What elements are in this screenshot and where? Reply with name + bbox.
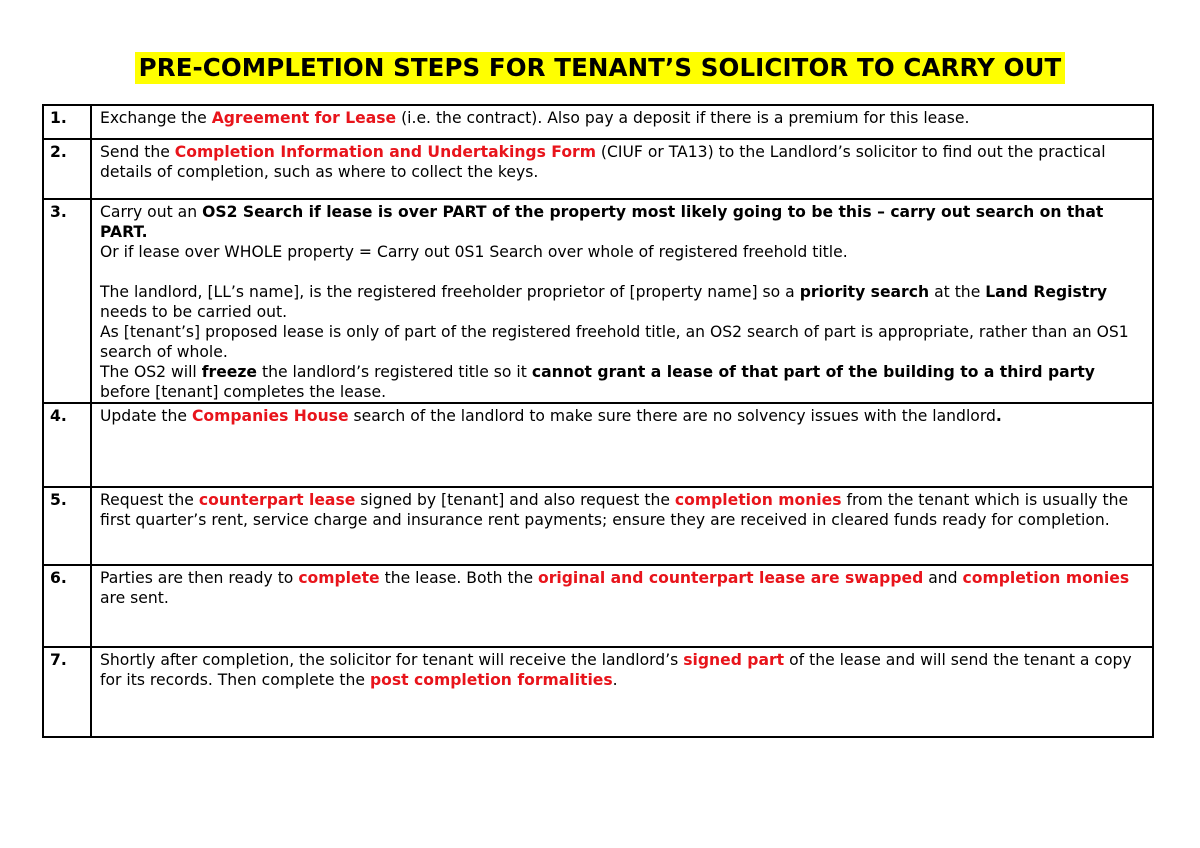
table-row (43, 403, 1153, 487)
table-row (43, 199, 1153, 403)
paragraph (100, 362, 1146, 402)
table-row (43, 105, 1153, 139)
step-number: 2. (43, 139, 91, 199)
emphasis-red-text: Agreement for Lease (211, 109, 397, 127)
text-run: As [tenant’s] proposed lease is only of part of the registered freehold title, an OS2 search of part is appropriate, rather than an OS1 search of whole. (100, 323, 1129, 361)
text-run: at the (929, 283, 986, 301)
text-run: Request the (100, 491, 199, 509)
paragraph (100, 242, 1146, 262)
step-number: 3. (43, 199, 91, 403)
emphasis-red-text: completion monies (674, 491, 842, 509)
bold-text: priority search (799, 283, 930, 301)
paragraph (100, 282, 1146, 322)
text-run: . (612, 671, 618, 689)
emphasis-red-text: counterpart lease (198, 491, 356, 509)
step-text (91, 565, 1153, 647)
step-text (91, 647, 1153, 737)
emphasis-red-text: complete (298, 569, 380, 587)
step-text (91, 105, 1153, 139)
bold-text: OS2 Search if lease is over PART of the property most likely going to be this – carry out search on that PART. (100, 203, 1104, 241)
text-run: Carry out an (100, 203, 203, 221)
text-run: the landlord’s registered title so it (257, 363, 532, 381)
text-run: Update the (100, 407, 192, 425)
emphasis-red-text: completion monies (962, 569, 1130, 587)
text-run: (i.e. the contract). Also pay a deposit if there is a premium for this lease. (396, 109, 970, 127)
steps-table (42, 104, 1154, 738)
step-text (91, 139, 1153, 199)
emphasis-red-text: Completion Information and Undertakings Form (174, 143, 596, 161)
paragraph (100, 322, 1146, 362)
text-run: are sent. (100, 589, 169, 607)
table-row (43, 565, 1153, 647)
bold-text: cannot grant a lease of that part of the building to a third party (531, 363, 1095, 381)
text-run: The OS2 will (100, 363, 202, 381)
title-container (0, 52, 1200, 84)
text-run: search of the landlord to make sure there are no solvency issues with the landlord (348, 407, 996, 425)
emphasis-red-text: signed part (683, 651, 785, 669)
table-row (43, 647, 1153, 737)
table-row (43, 139, 1153, 199)
step-number: 4. (43, 403, 91, 487)
emphasis-red-text: post completion formalities (369, 671, 613, 689)
step-text (91, 487, 1153, 565)
paragraph-gap (100, 262, 1146, 282)
bold-text: . (995, 407, 1002, 425)
text-run: Shortly after completion, the solicitor for tenant will receive the landlord’s (100, 651, 684, 669)
text-run: of the lease and will send the tenant a copy for its records. Then complete the (100, 651, 1132, 689)
text-run: The landlord, [LL’s name], is the registered freeholder proprietor of [property name] so a (100, 283, 800, 301)
bold-text: freeze (201, 363, 257, 381)
step-text (91, 199, 1153, 403)
text-run: Parties are then ready to (100, 569, 299, 587)
text-run: the lease. Both the (379, 569, 538, 587)
text-run: (CIUF or TA13) to the Landlord’s solicitor to find out the practical details of completion, such as where to collect the keys. (100, 143, 1106, 181)
text-run: Exchange the (100, 109, 212, 127)
text-run: and (923, 569, 963, 587)
step-text (91, 403, 1153, 487)
text-run: Send the (100, 143, 175, 161)
bold-text: Land Registry (985, 283, 1108, 301)
text-run: signed by [tenant] and also request the (355, 491, 675, 509)
step-number: 1. (43, 105, 91, 139)
text-run: before [tenant] completes the lease. (100, 383, 387, 401)
emphasis-red-text: original and counterpart lease are swapped (538, 569, 924, 587)
step-number: 5. (43, 487, 91, 565)
emphasis-red-text: Companies House (191, 407, 349, 425)
paragraph (100, 202, 1146, 242)
step-number: 7. (43, 647, 91, 737)
text-run: from the tenant which is usually the first quarter’s rent, service charge and insurance rent payments; ensure they are received in cleared funds ready for completion. (100, 491, 1129, 529)
step-number: 6. (43, 565, 91, 647)
text-run: Or if lease over WHOLE property = Carry out 0S1 Search over whole of registered freehold title. (100, 243, 848, 261)
text-run: needs to be carried out. (100, 303, 288, 321)
page-title: PRE-COMPLETION STEPS FOR TENANT’S SOLICITOR TO CARRY OUT (135, 52, 1066, 84)
table-row (43, 487, 1153, 565)
